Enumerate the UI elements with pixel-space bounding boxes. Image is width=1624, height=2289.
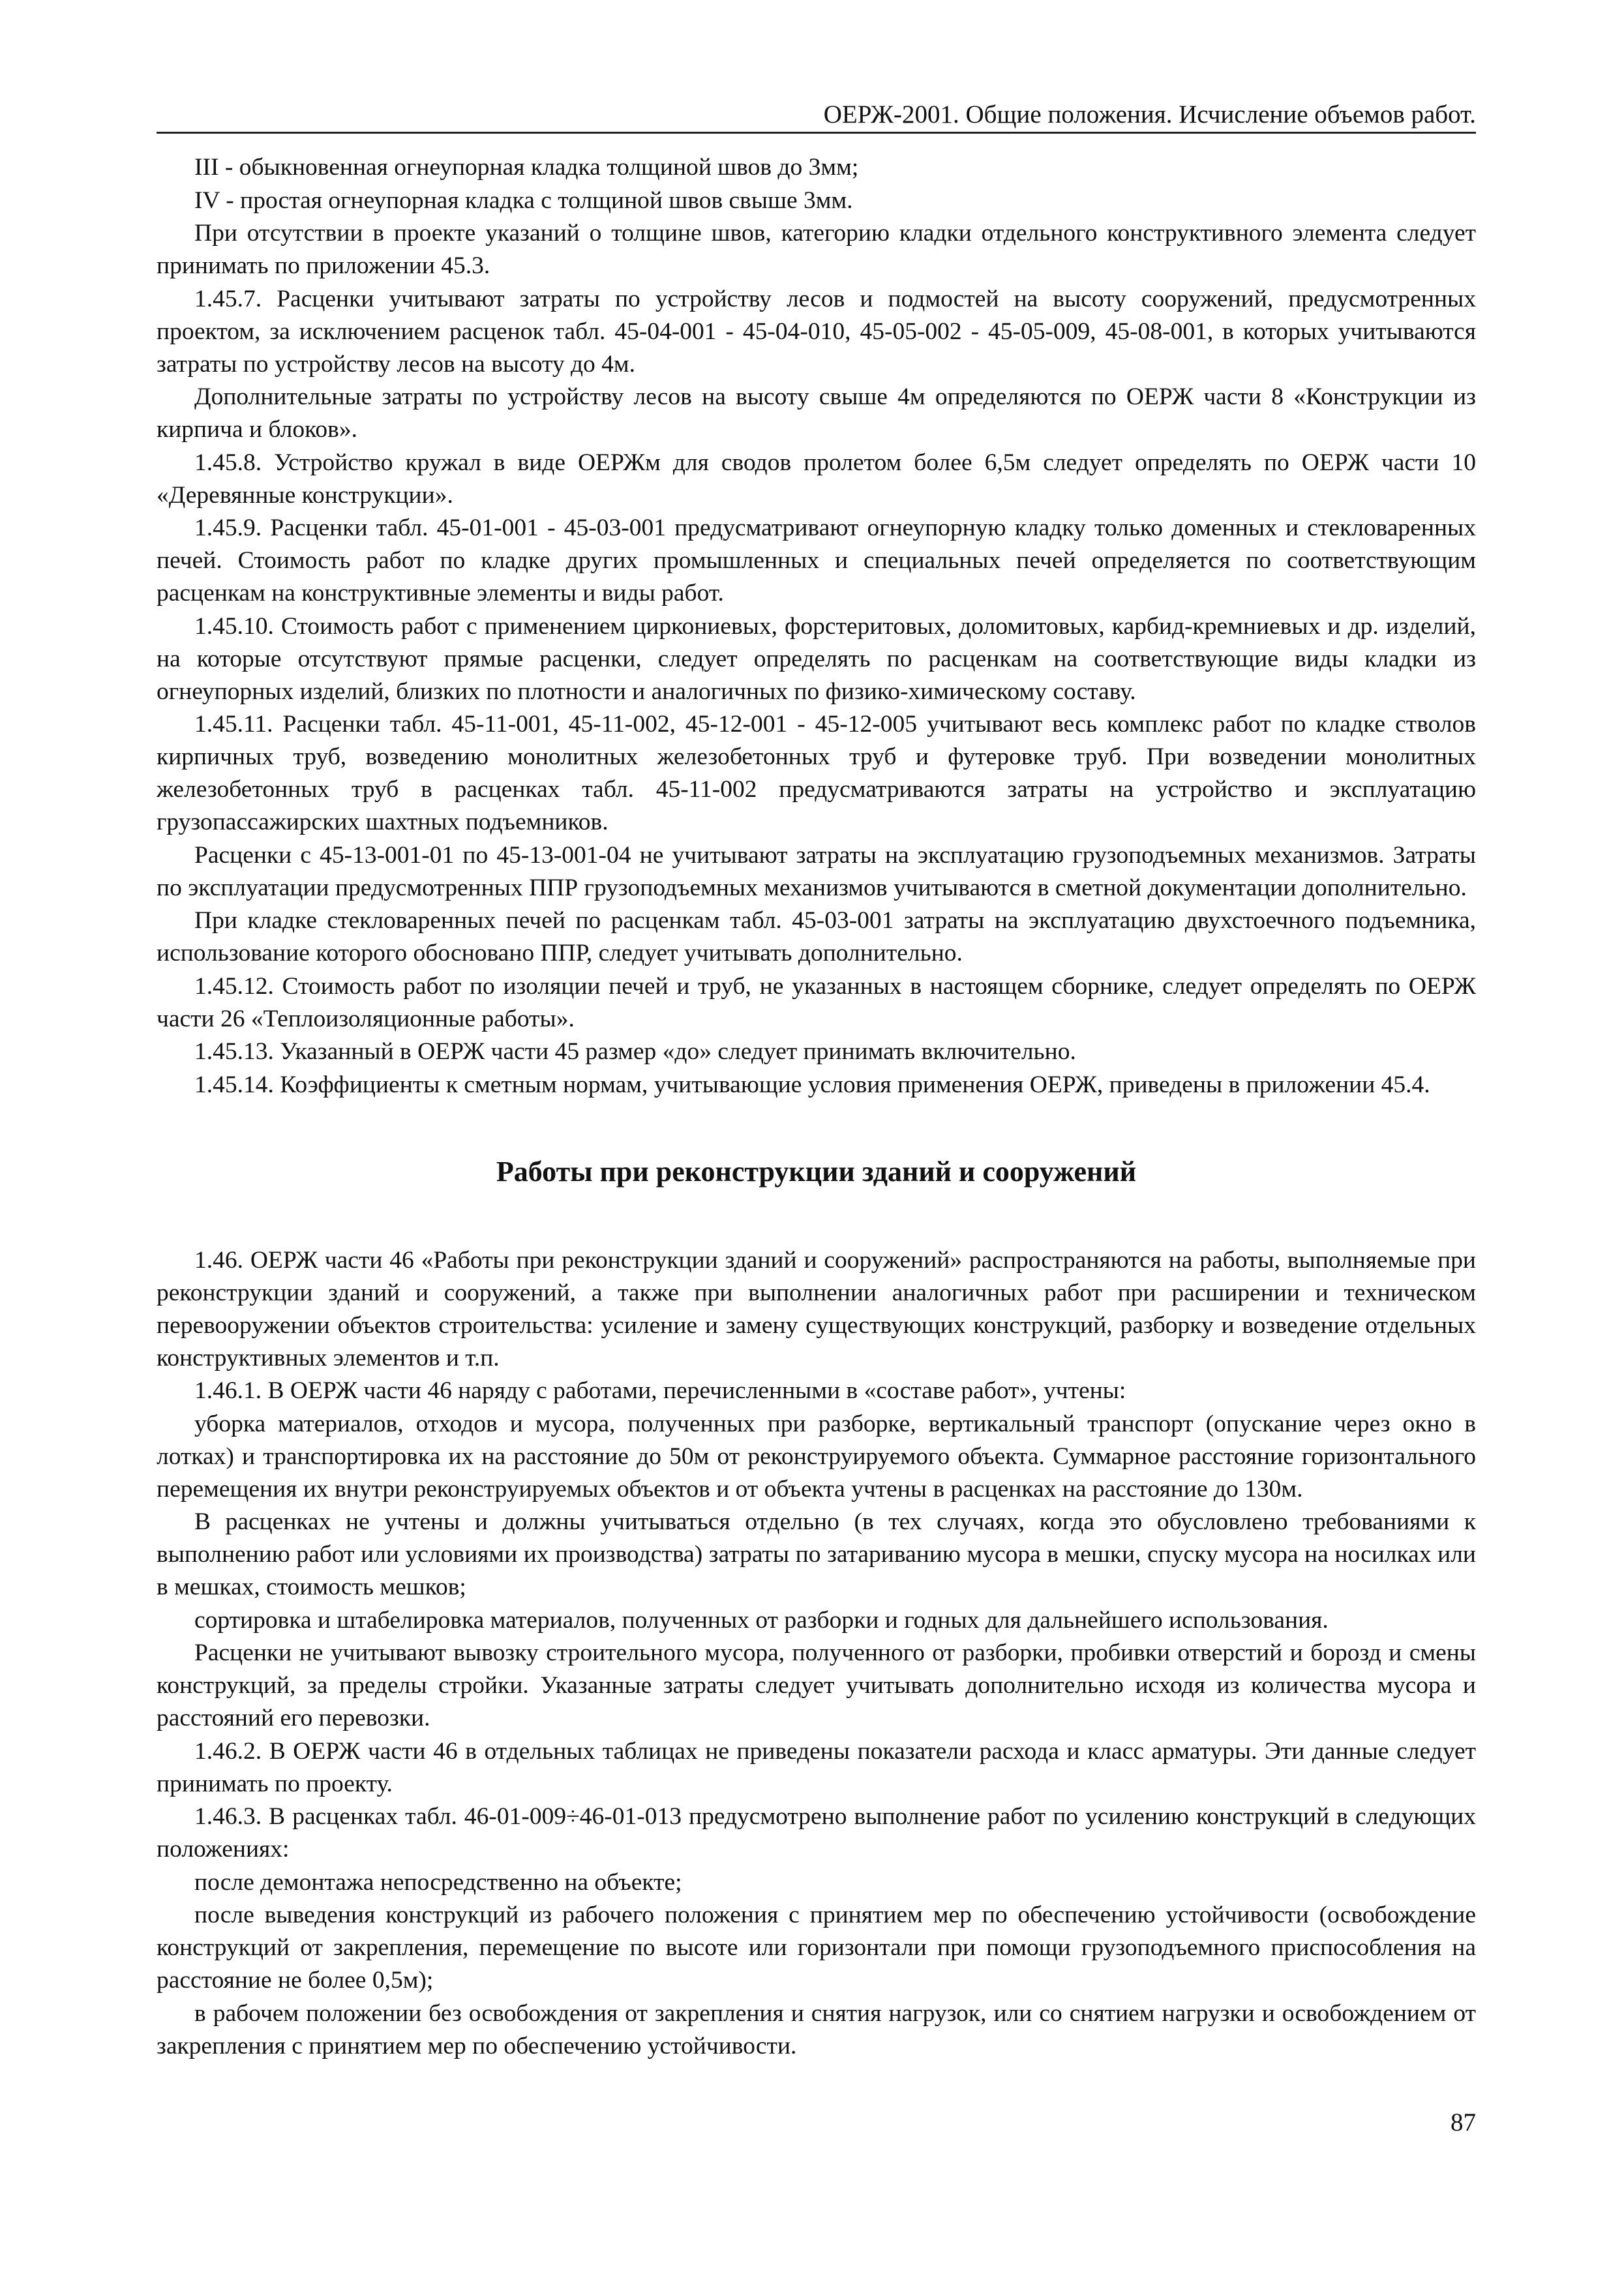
paragraph: сортировка и штабелировка материалов, полученных от разборки и годных для дальнейшего использования.	[194, 1606, 1329, 1634]
page-number: 87	[1451, 2108, 1476, 2136]
paragraph: 1.45.10. Стоимость работ с применением циркониевых, форстеритовых, доломитовых, карбид-кремниевых и др. изделий, на которые отсутствуют прямые расценки, следует определять по расценкам на соответствующие виды кладки из огнеупорных изделий, близких по плотности и аналогичных по физико-химическому составу.	[157, 612, 1476, 705]
paragraph: уборка материалов, отходов и мусора, полученных при разборке, вертикальный транспорт (опускание через окно в лотках) и транспортировка их на расстояние до 50м от реконструируемого объекта. Суммарное расстояние горизонтального перемещения их внутри реконструируемых объектов и от объекта учтены в расценках на расстояние до 130м.	[157, 1410, 1476, 1503]
paragraph: после демонтажа непосредственно на объекте;	[194, 1868, 682, 1896]
paragraph: 1.46. ОЕРЖ части 46 «Работы при реконструкции зданий и сооружений» распространяются на работы, выполняемые при реконструкции зданий и сооружений, а также при выполнении аналогичных работ при расширении и техническом перевооружении объектов строительства: усиление и замену существующих конструкций, разборку и возведение отдельных конструктивных элементов и т.п.	[157, 1246, 1476, 1371]
paragraph: IV - простая огнеупорная кладка с толщиной швов свыше 3мм.	[194, 187, 853, 214]
paragraph: В расценках не учтены и должны учитываться отдельно (в тех случаях, когда это обусловлено требованиями к выполнению работ или условиями их производства) затраты по затариванию мусора в мешки, спуску мусора на носилках или в мешках, стоимость мешков;	[157, 1508, 1476, 1600]
paragraph: 1.45.11. Расценки табл. 45-11-001, 45-11-002, 45-12-001 - 45-12-005 учитывают весь комплекс работ по кладке стволов кирпичных труб, возведению монолитных железобетонных труб и футеровке труб. При возведении монолитных железобетонных труб в расценках табл. 45-11-002 предусматриваются затраты на устройство и эксплуатацию грузопассажирских шахтных подъемников.	[157, 711, 1476, 835]
paragraph: 1.45.14. Коэффициенты к сметным нормам, учитывающие условия применения ОЕРЖ, приведены в приложении 45.4.	[194, 1071, 1430, 1098]
paragraph: 1.45.9. Расценки табл. 45-01-001 - 45-03-001 предусматривают огнеупорную кладку только доменных и стекловаренных печей. Стоимость работ по кладке других промышленных и специальных печей определяется по соответствующим расценкам на конструктивные элементы и виды работ.	[157, 515, 1476, 606]
paragraph: после выведения конструкций из рабочего положения с принятием мер по обеспечению устойчивости (освобождение конструкций от закрепления, перемещение по высоте или горизонтали при помощи грузоподъемного приспособления на расстояние не более 0,5м);	[157, 1902, 1476, 1994]
paragraph: Расценки с 45-13-001-01 по 45-13-001-04 не учитывают затраты на эксплуатацию грузоподъемных механизмов. Затраты по эксплуатации предусмотренных ППР грузоподъемных механизмов учитываются в сметной документации дополнительно.	[157, 841, 1476, 901]
running-title: ОЕРЖ-2001. Общие положения. Исчисление объемов работ.	[823, 100, 1476, 128]
paragraph: 1.45.12. Стоимость работ по изоляции печей и труб, не указанных в настоящем сборнике, следует определять по ОЕРЖ части 26 «Теплоизоляционные работы».	[157, 972, 1476, 1032]
paragraph: III - обыкновенная огнеупорная кладка толщиной швов до 3мм;	[194, 154, 859, 181]
paragraph: 1.45.13. Указанный в ОЕРЖ части 45 размер «до» следует принимать включительно.	[194, 1038, 1076, 1065]
paragraph: Дополнительные затраты по устройству лесов на высоту свыше 4м определяются по ОЕРЖ части 8 «Конструкции из кирпича и блоков».	[157, 383, 1476, 443]
paragraph: При кладке стекловаренных печей по расценкам табл. 45-03-001 затраты на эксплуатацию двухстоечного подъемника, использование которого обосновано ППР, следует учитывать дополнительно.	[157, 907, 1476, 966]
paragraph: 1.46.3. В расценках табл. 46-01-009÷46-01-013 предусмотрено выполнение работ по усилению конструкций в следующих положениях:	[157, 1803, 1476, 1863]
paragraph: 1.46.1. В ОЕРЖ части 46 наряду с работами, перечисленными в «составе работ», учтены:	[194, 1377, 1126, 1404]
body-text	[157, 151, 1476, 2063]
paragraph: Расценки не учитывают вывозку строительного мусора, полученного от разборки, пробивки отверстий и борозд и смены конструкций, за пределы стройки. Указанные затраты следует учитывать дополнительно исходя из количества мусора и расстояний его перевозки.	[157, 1639, 1476, 1731]
running-header	[157, 98, 1476, 134]
paragraph: 1.45.8. Устройство кружал в виде ОЕРЖм для сводов пролетом более 6,5м следует определять по ОЕРЖ части 10 «Деревянные конструкции».	[157, 449, 1476, 509]
paragraph: в рабочем положении без освобождения от закрепления и снятия нагрузок, или со снятием нагрузки и освобождением от закрепления с принятием мер по обеспечению устойчивости.	[157, 1999, 1476, 2059]
section-heading: Работы при реконструкции зданий и сооружений	[496, 1155, 1137, 1188]
paragraph: При отсутствии в проекте указаний о толщине швов, категорию кладки отдельного конструктивного элемента следует принимать по приложении 45.3.	[157, 220, 1476, 279]
paragraph: 1.46.2. В ОЕРЖ части 46 в отдельных таблицах не приведены показатели расхода и класс арматуры. Эти данные следует принимать по проекту.	[157, 1737, 1476, 1797]
paragraph: 1.45.7. Расценки учитывают затраты по устройству лесов и подмостей на высоту сооружений, предусмотренных проектом, за исключением расценок табл. 45-04-001 - 45-04-010, 45-05-002 - 45-05-009, 45-08-001, в которых учитываются затраты по устройству лесов на высоту до 4м.	[157, 285, 1476, 378]
